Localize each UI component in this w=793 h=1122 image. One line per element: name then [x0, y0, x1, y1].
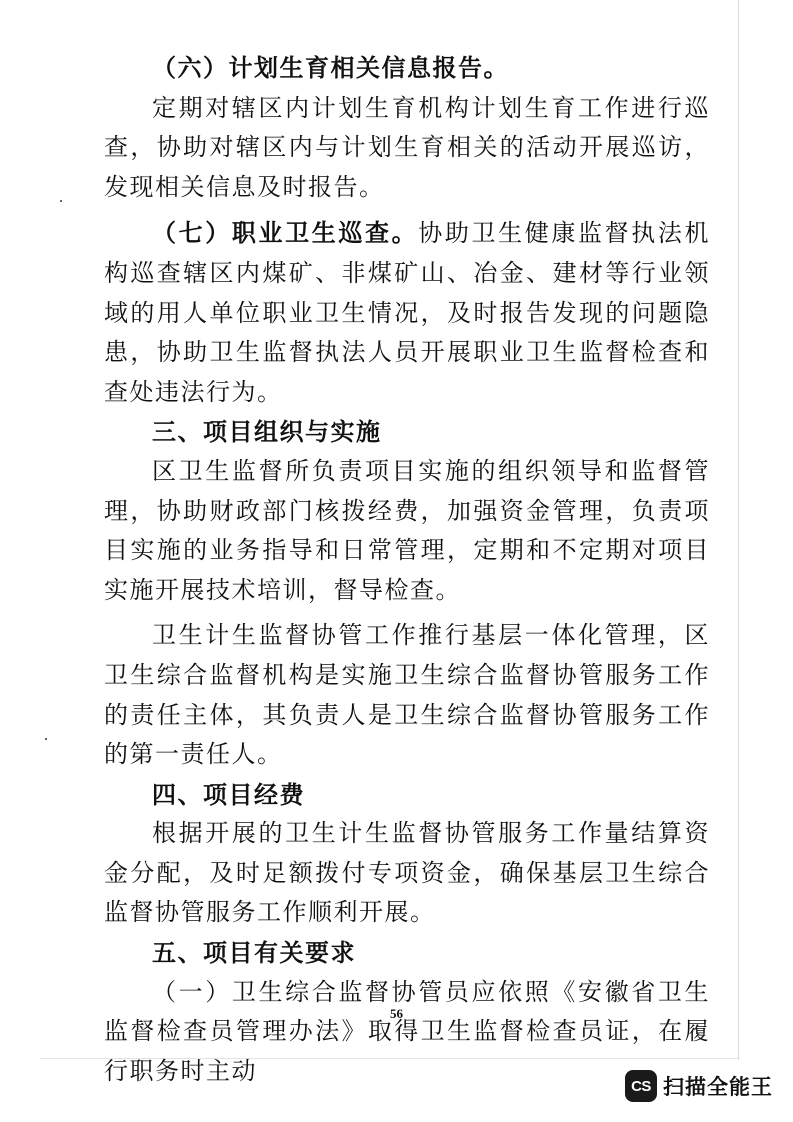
funding-paragraph: 根据开展的卫生计生监督协管服务工作量结算资金分配，及时足额拨付专项资金，确保基层卫生综合监督协管服务工作顺利开展。: [104, 819, 710, 927]
organization-paragraph-1: 区卫生监督所负责项目实施的组织领导和监督管理，协助财政部门核拨经费，加强资金管理，负责项目实施的业务指导和日常管理，定期和不定期对项目实施开展技术培训，督导检查。: [104, 456, 710, 604]
heading-organization: 三、项目组织与实施: [152, 417, 382, 447]
section-6-body: 定期对辖区内计划生育机构计划生育工作进行巡查，协助对辖区内与计划生育相关的活动开展巡访，发现相关信息及时报告。: [104, 93, 710, 201]
scan-speck: [60, 200, 62, 202]
document-body: [104, 48, 710, 1091]
section-7-paragraph: [104, 213, 710, 412]
scan-page-edge: [738, 0, 739, 1060]
section-7-heading: （七）职业卫生巡查。: [152, 218, 419, 248]
section-7-body: 协助卫生健康监督执法机构巡查辖区内煤矿、非煤矿山、冶金、建材等行业领域的用人单位职业卫生情况，及时报告发现的问题隐患，协助卫生监督执法人员开展职业卫生监督检查和查处违法行为。: [104, 219, 710, 406]
section-6-heading: （六）计划生育相关信息报告。: [152, 53, 509, 82]
organization-paragraph-2: 卫生计生监督协管工作推行基层一体化管理，区卫生综合监督机构是实施卫生综合监督协管服务工作的责任主体，其负责人是卫生综合监督协管服务工作的第一责任人。: [104, 621, 710, 769]
camscanner-logo-icon: CS: [625, 1070, 657, 1102]
requirements-paragraph-1: （一）卫生综合监督协管员应依照《安徽省卫生监督检查员管理办法》取得卫生监督检查员证，在履行职务时主动: [104, 977, 710, 1085]
heading-funding: 四、项目经费: [152, 779, 305, 809]
scan-speck: [45, 738, 47, 740]
camscanner-watermark: [625, 1070, 773, 1102]
camscanner-app-name: 扫描全能王: [663, 1075, 773, 1099]
heading-requirements: 五、项目有关要求: [152, 938, 356, 968]
page-number: 56: [390, 1006, 403, 1021]
